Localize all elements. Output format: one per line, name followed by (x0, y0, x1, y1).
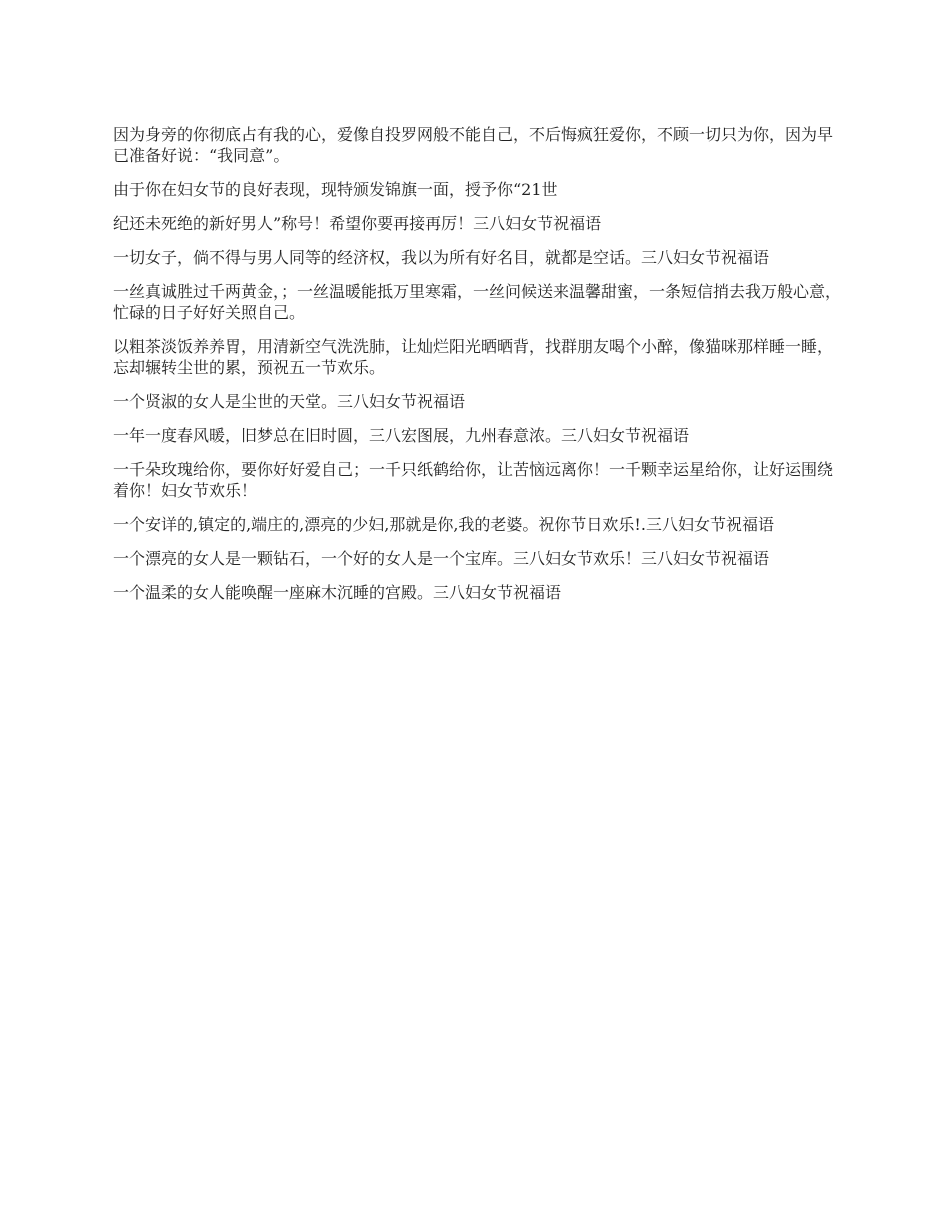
paragraph: 一切女子，倘不得与男人同等的经济权，我以为所有好名目，就都是空话。三八妇女节祝福语 (113, 248, 770, 267)
paragraph: 纪还未死绝的新好男人”称号！希望你要再接再厉！三八妇女节祝福语 (113, 214, 602, 233)
paragraph: 一个漂亮的女人是一颗钻石，一个好的女人是一个宝库。三八妇女节欢乐！三八妇女节祝福语 (113, 549, 770, 568)
paragraph: 一千朵玫瑰给你，要你好好爱自己；一千只纸鹤给你，让苦恼远离你！一千颗幸运星给你，让好运围绕着你！妇女节欢乐！ (113, 460, 834, 500)
paragraph: 一个安详的,镇定的,端庄的,漂亮的少妇,那就是你,我的老婆。祝你节日欢乐!.三八妇女节祝福语 (113, 515, 774, 534)
paragraph: 一个贤淑的女人是尘世的天堂。三八妇女节祝福语 (113, 392, 466, 411)
document-body (113, 124, 841, 616)
paragraph: 一丝真诚胜过千两黄金，；一丝温暖能抵万里寒霜，一丝问候送来温馨甜蜜，一条短信捎去我万般心意，忙碌的日子好好关照自己。 (113, 282, 842, 322)
paragraph: 一年一度春风暖，旧梦总在旧时圆，三八宏图展，九州春意浓。三八妇女节祝福语 (113, 426, 690, 445)
paragraph: 由于你在妇女节的良好表现，现特颁发锦旗一面，授予你“21世 (113, 180, 558, 199)
paragraph: 因为身旁的你彻底占有我的心，爱像自投罗网般不能自己，不后悔疯狂爱你，不顾一切只为你，因为早已准备好说：“我同意”。 (113, 125, 834, 165)
paragraph: 以粗茶淡饭养养胃，用清新空气洗洗肺，让灿烂阳光晒晒背，找群朋友喝个小醉，像猫咪那样睡一睡，忘却辗转尘世的累，预祝五一节欢乐。 (113, 337, 834, 377)
paragraph: 一个温柔的女人能唤醒一座麻木沉睡的宫殿。三八妇女节祝福语 (113, 583, 562, 602)
